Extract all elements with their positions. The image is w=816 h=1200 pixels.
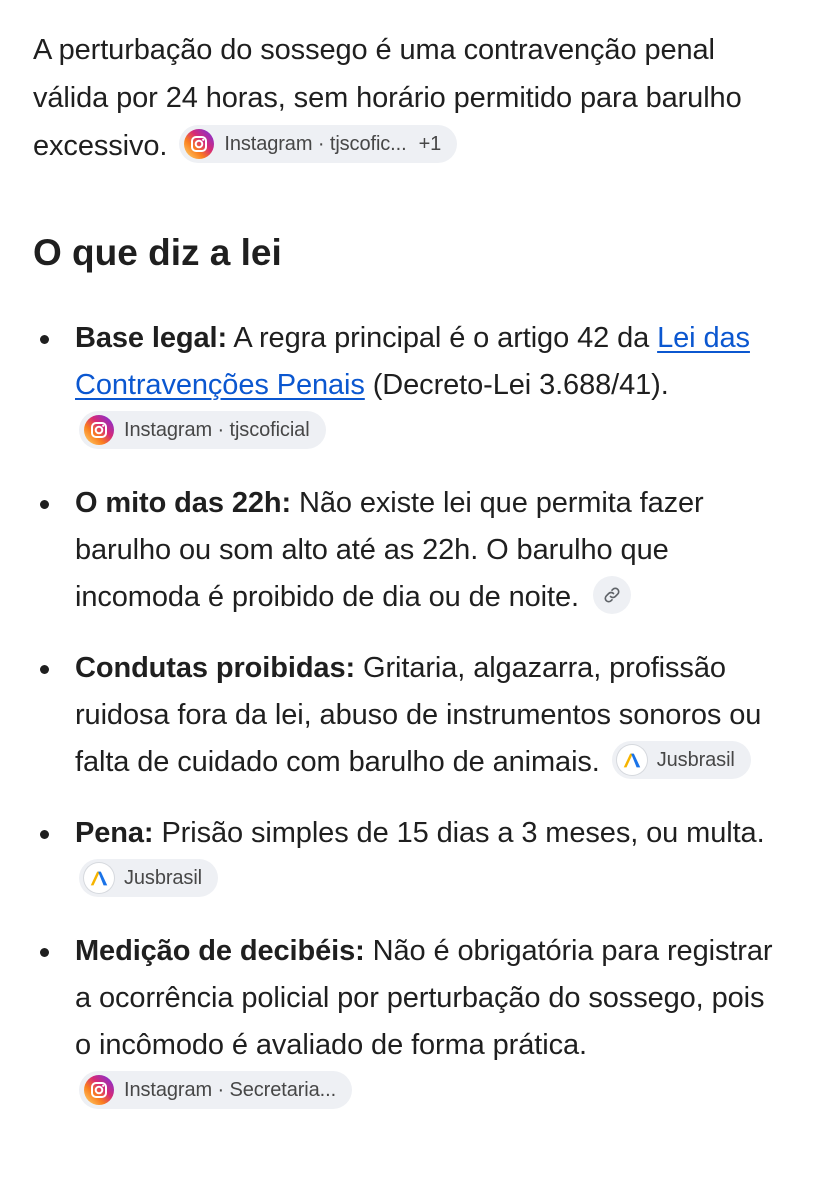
item-text: Não existe lei que permita fazer barulho ou som alto até as 22h. O barulho que incomoda é proibido de dia ou de noite. [75,487,704,613]
source-chip-instagram[interactable] [79,411,326,449]
source-chip-instagram[interactable] [179,125,457,163]
source-chip-instagram[interactable] [79,1071,352,1109]
list-item [33,928,782,1116]
item-term: O mito das 22h: [75,487,292,519]
item-term: Medição de decibéis: [75,935,365,967]
bullet [40,500,49,509]
instagram-icon [184,129,214,159]
list-item [33,480,782,621]
list-item [33,645,782,786]
source-chip-label: Jusbrasil [124,867,203,890]
law-points-list [33,315,782,1116]
instagram-icon [84,1075,114,1105]
bullet [40,948,49,957]
link-icon [603,572,621,619]
source-chip-more-count: +1 [418,133,442,156]
section-heading: O que diz a lei [33,232,282,273]
item-text: Não é obrigatória para registrar a ocorrência policial por perturbação do sossego, pois o incômodo é avaliado de forma prática. [75,935,773,1061]
jusbrasil-icon [84,863,114,893]
item-term: Pena: [75,817,154,849]
source-chip-jusbrasil[interactable] [79,859,218,897]
item-text: Gritaria, algazarra, profissão ruidosa fora da lei, abuso de instrumentos sonoros ou falta de cuidado com barulho de animais. [75,652,762,778]
source-chip-label: Instagram · tjscoficial [124,419,310,442]
list-item [33,810,782,904]
list-item [33,315,782,456]
intro-paragraph [33,26,782,170]
item-term: Base legal: [75,322,228,354]
item-text: Prisão simples de 15 dias a 3 meses, ou multa. [153,817,765,849]
bullet [40,665,49,674]
jusbrasil-icon [617,745,647,775]
intro-text: A perturbação do sossego é uma contravenção penal válida por 24 horas, sem horário permitido para barulho excessivo. [33,34,742,162]
item-text: A regra principal é o artigo 42 da [227,322,658,354]
instagram-icon [84,415,114,445]
item-text: (Decreto-Lei 3.688/41). [364,369,669,401]
source-chip-label: Instagram · tjscofic... [224,133,407,156]
source-chip-label: Instagram · Secretaria... [124,1079,337,1102]
law-link[interactable]: Lei das Contravenções Penais [75,322,750,401]
item-term: Condutas proibidas: [75,652,356,684]
source-chip-label: Jusbrasil [656,749,735,772]
source-chip-jusbrasil[interactable] [612,741,751,779]
source-link-button[interactable] [593,576,631,614]
bullet [40,335,49,344]
bullet [40,830,49,839]
